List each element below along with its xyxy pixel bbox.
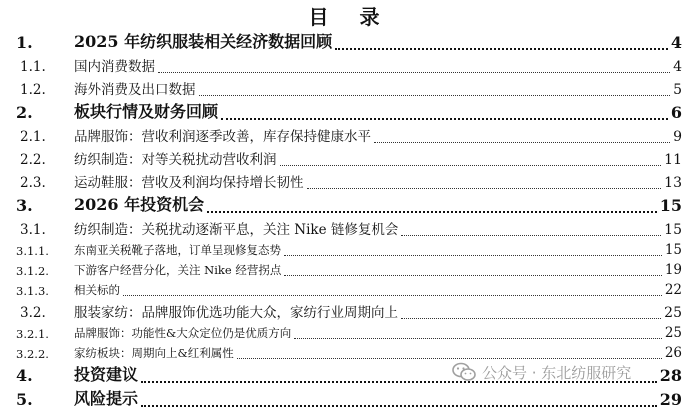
- toc-entry-page-number: 15: [664, 222, 682, 238]
- toc-entry-number: 3.1.1.: [16, 244, 49, 258]
- toc-entry-number: 1.2.: [20, 82, 46, 98]
- toc-entry-page-number: 26: [664, 345, 682, 361]
- dot-leader: [401, 318, 661, 319]
- toc-entry-page-number: 6: [670, 103, 682, 122]
- toc-entry-page-number: 19: [664, 262, 682, 278]
- toc-entry-number: 3.2.2.: [16, 347, 49, 361]
- dot-leader: [284, 275, 662, 276]
- toc-entry[interactable]: [16, 149, 682, 172]
- toc-entry-title: 下游客户经营分化，关注 Nike 经营拐点: [74, 263, 282, 277]
- toc-entry-page-number: 5: [673, 82, 682, 98]
- watermark: [452, 361, 631, 383]
- dot-leader: [284, 255, 662, 256]
- toc-entry-number: 3.1.: [20, 222, 46, 238]
- toc-entry-page-number: 22: [664, 282, 682, 298]
- table-of-contents: [16, 32, 682, 413]
- toc-entry-page-number: 29: [659, 390, 682, 409]
- wechat-icon: [452, 362, 476, 382]
- dot-leader: [141, 405, 657, 407]
- dot-leader: [401, 235, 661, 236]
- toc-entry[interactable]: [16, 126, 682, 149]
- toc-title: 目 录: [308, 5, 392, 29]
- toc-entry-title: 2026 年投资机会: [74, 195, 205, 214]
- toc-entry-title: 品牌服饰：营收利润逐季改善，库存保持健康水平: [74, 129, 371, 145]
- toc-entry-title: 风险提示: [74, 389, 139, 408]
- toc-entry-page-number: 25: [664, 325, 682, 341]
- toc-entry-number: 2.2.: [20, 152, 46, 168]
- toc-entry-number: 3.: [16, 196, 33, 215]
- toc-entry-number: 2.1.: [20, 129, 46, 145]
- watermark-text: 公众号 · 东北纺服研究: [482, 363, 632, 382]
- toc-entry-title: 运动鞋服：营收及利润均保持增长韧性: [74, 175, 304, 191]
- toc-entry-title: 投资建议: [74, 365, 139, 384]
- toc-entry-page-number: 25: [664, 305, 682, 321]
- toc-entry-title: 家纺板块：周期向上&红利属性: [74, 346, 234, 360]
- toc-entry-number: 3.2.1.: [16, 327, 49, 341]
- toc-entry-page-number: 13: [664, 175, 682, 191]
- toc-entry-title: 国内消费数据: [74, 59, 155, 75]
- dot-leader: [294, 338, 662, 339]
- toc-entry[interactable]: [16, 56, 682, 79]
- toc-entry[interactable]: [16, 282, 682, 302]
- toc-entry-number: 3.1.3.: [16, 284, 49, 298]
- toc-entry[interactable]: [16, 242, 682, 262]
- toc-entry-title: 板块行情及财务回顾: [74, 102, 219, 121]
- toc-entry-number: 2.: [16, 103, 33, 122]
- toc-entry-page-number: 15: [664, 242, 682, 258]
- toc-entry[interactable]: [16, 195, 682, 219]
- toc-entry-number: 1.: [16, 33, 33, 52]
- dot-leader: [335, 48, 668, 50]
- dot-leader: [207, 211, 657, 213]
- toc-entry-number: 5.: [16, 390, 33, 409]
- toc-entry-page-number: 15: [659, 196, 682, 215]
- toc-entry-page-number: 28: [659, 366, 682, 385]
- toc-entry[interactable]: [16, 325, 682, 345]
- toc-entry-title: 纺织制造：对等关税扰动营收利润: [74, 152, 277, 168]
- toc-entry-title: 海外消费及出口数据: [74, 82, 196, 98]
- toc-entry[interactable]: [16, 219, 682, 242]
- toc-entry[interactable]: [16, 302, 682, 325]
- dot-leader: [237, 358, 662, 359]
- toc-entry-number: 3.2.: [20, 305, 46, 321]
- toc-entry-title: 纺织制造：关税扰动逐渐平息，关注 Nike 链修复机会: [74, 222, 399, 238]
- toc-entry[interactable]: [16, 262, 682, 282]
- toc-entry-number: 4.: [16, 366, 33, 385]
- dot-leader: [158, 72, 670, 73]
- toc-entry-page-number: 11: [664, 152, 682, 168]
- toc-entry-number: 1.1.: [20, 59, 46, 75]
- toc-entry-title: 服装家纺：品牌服饰优选功能大众，家纺行业周期向上: [74, 305, 398, 321]
- dot-leader: [123, 295, 662, 296]
- toc-entry-page-number: 4: [670, 33, 682, 52]
- dot-leader: [280, 165, 661, 166]
- toc-entry-number: 2.3.: [20, 175, 46, 191]
- toc-entry[interactable]: [16, 389, 682, 413]
- toc-entry-title: 品牌服饰：功能性&大众定位仍是优质方向: [74, 326, 292, 340]
- dot-leader: [374, 142, 670, 143]
- toc-entry-title: 东南亚关税靴子落地，订单呈现修复态势: [74, 243, 281, 257]
- toc-entry[interactable]: [16, 102, 682, 126]
- toc-entry-title: 相关标的: [74, 283, 120, 297]
- toc-entry-title: 2025 年纺织服装相关经济数据回顾: [74, 32, 333, 51]
- dot-leader: [199, 95, 670, 96]
- toc-entry-page-number: 9: [673, 129, 682, 145]
- dot-leader: [221, 118, 668, 120]
- dot-leader: [307, 188, 661, 189]
- toc-entry-number: 3.1.2.: [16, 264, 49, 278]
- toc-entry-page-number: 4: [673, 59, 682, 75]
- toc-entry[interactable]: [16, 32, 682, 56]
